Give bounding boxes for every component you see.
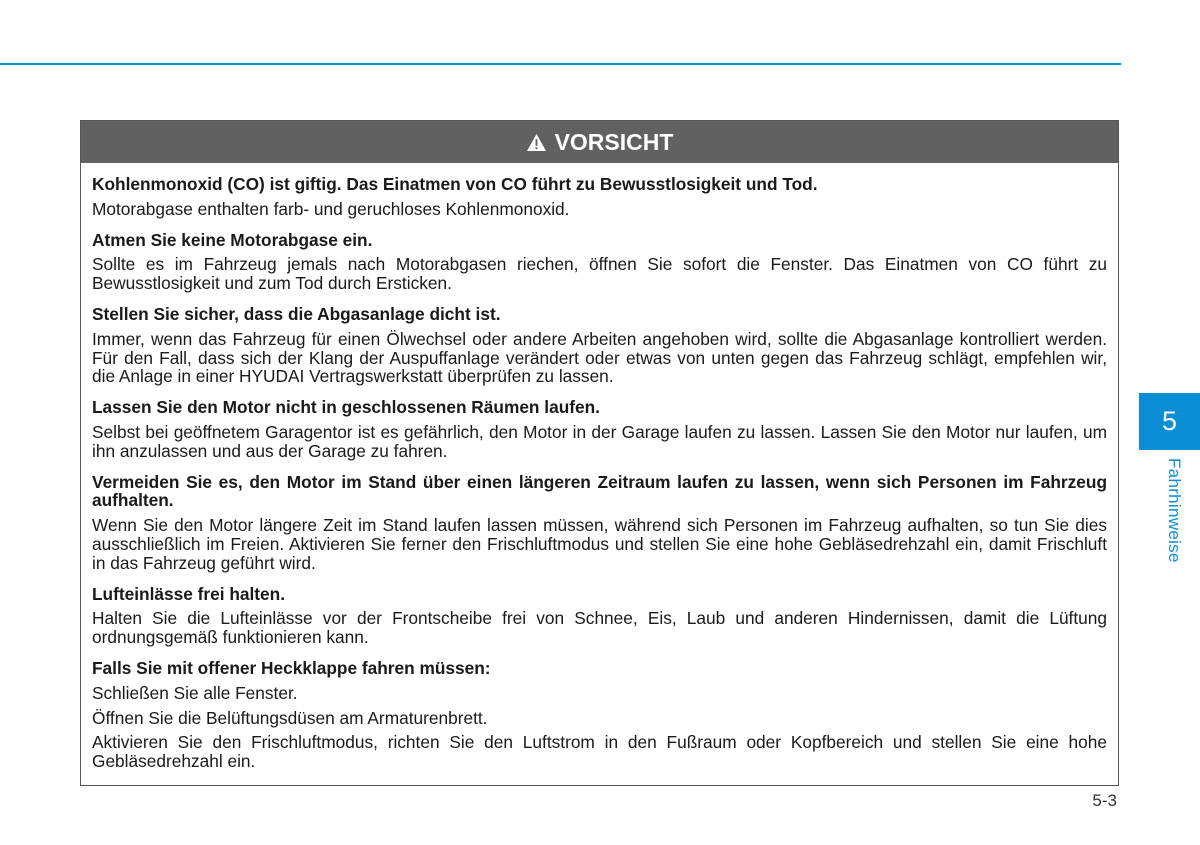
- section-heading: Lufteinlässe frei halten.: [92, 583, 286, 604]
- caution-section: [92, 231, 1107, 293]
- chapter-tab: [1139, 393, 1200, 450]
- section-text: Immer, wenn das Fahrzeug für einen Ölwechsel oder andere Arbeiten angehoben wird, sollte die Abgasanlage kontrolliert werden. Für den Fall, dass sich der Klang der Auspuffanlage verändert oder etwas von unten gegen das Fahrzeug schlägt, empfehlen wir, die Anlage in einer HYUDAI Vertragswerkstatt überprüfen zu lassen.: [92, 328, 1107, 387]
- section-text: Öffnen Sie die Belüftungsdüsen am Armaturenbrett.: [92, 707, 488, 728]
- section-text: Wenn Sie den Motor längere Zeit im Stand laufen lassen müssen, während sich Personen im Fahrzeug aufhalten, so tun Sie dies ausschließlich im Freien. Aktivieren Sie ferner den Frischluftmodus und stellen Sie eine hohe Gebläsedrehzahl ein, damit Frischluft in das Fahrzeug geführt wird.: [92, 515, 1107, 573]
- section-text: Selbst bei geöffnetem Garagentor ist es gefährlich, den Motor in der Garage laufen zu lassen. Lassen Sie den Motor nur laufen, um ihn anzulassen und aus der Garage zu fahren.: [92, 421, 1107, 461]
- section-heading: Lassen Sie den Motor nicht in geschlossenen Räumen laufen.: [92, 397, 600, 418]
- caution-section: [92, 659, 1107, 771]
- caution-body: [81, 163, 1118, 771]
- caution-section: [92, 585, 1107, 647]
- section-heading: Falls Sie mit offener Heckklappe fahren müssen:: [92, 657, 491, 678]
- top-rule: [0, 63, 1121, 65]
- section-heading: Vermeiden Sie es, den Motor im Stand über einen längeren Zeitraum laufen zu lassen, wenn sich Personen im Fahrzeug aufhalten.: [92, 471, 1107, 511]
- section-heading: Atmen Sie keine Motorabgase ein.: [92, 229, 373, 250]
- caution-section: [92, 398, 1107, 460]
- section-heading: Stellen Sie sicher, dass die Abgasanlage dicht ist.: [92, 303, 501, 324]
- section-text: Halten Sie die Lufteinlässe vor der Frontscheibe frei von Schnee, Eis, Laub und anderen Hindernissen, damit die Lüftung ordnungsgemäß funktionieren kann.: [92, 608, 1107, 648]
- caution-title: VORSICHT: [554, 128, 674, 155]
- section-heading: Kohlenmonoxid (CO) ist giftig. Das Einatmen von CO führt zu Bewusstlosigkeit und Tod.: [92, 174, 818, 194]
- section-text: Sollte es im Fahrzeug jemals nach Motorabgasen riechen, öffnen Sie sofort die Fenster. Das Einatmen von CO führt zu Bewusstlosigkeit und zum Tod durch Ersticken.: [92, 254, 1107, 294]
- page-number: 5-3: [1092, 791, 1117, 810]
- section-text: Motorabgase enthalten farb- und geruchloses Kohlenmonoxid.: [92, 198, 570, 219]
- section-text: Aktivieren Sie den Frischluftmodus, richten Sie den Luftstrom in den Fußraum oder Kopfbereich und stellen Sie eine hohe Gebläsedrehzahl ein.: [92, 732, 1107, 772]
- section-text: Schließen Sie alle Fenster.: [92, 682, 298, 703]
- chapter-label: Fahrhinweise: [1165, 458, 1184, 563]
- warning-triangle-icon: [526, 133, 547, 152]
- caution-box: [80, 120, 1119, 786]
- caution-section: [92, 473, 1107, 573]
- caution-header: [81, 121, 1118, 163]
- caution-section: [92, 305, 1107, 386]
- chapter-number: 5: [1161, 406, 1178, 436]
- caution-section: [92, 175, 1107, 219]
